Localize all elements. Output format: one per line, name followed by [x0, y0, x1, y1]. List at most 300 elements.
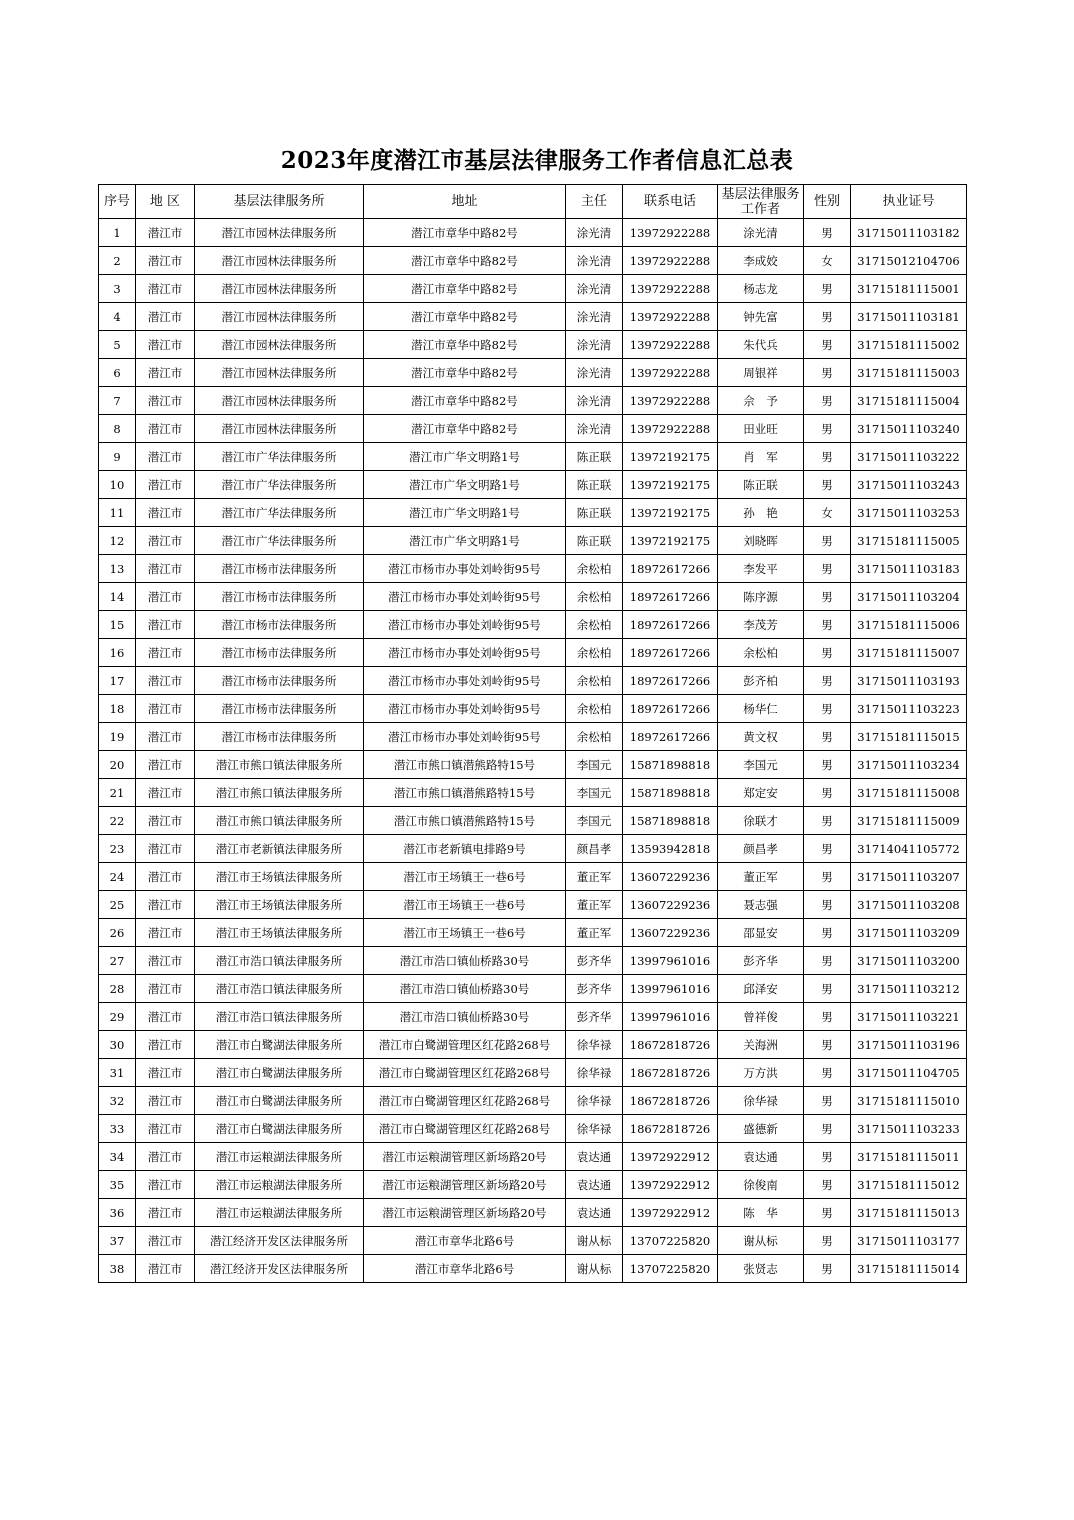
- cell-phone: 13972922912: [623, 1199, 718, 1227]
- cell-address: 潜江市章华中路82号: [364, 331, 566, 359]
- cell-firm: 潜江市杨市法律服务所: [195, 695, 364, 723]
- cell-license: 31715011104705: [851, 1059, 967, 1087]
- cell-license: 31715181115002: [851, 331, 967, 359]
- cell-firm: 潜江市浩口镇法律服务所: [195, 1003, 364, 1031]
- cell-address: 潜江市杨市办事处刘岭街95号: [364, 667, 566, 695]
- cell-firm: 潜江市浩口镇法律服务所: [195, 975, 364, 1003]
- cell-gender: 男: [804, 835, 851, 863]
- table-row: [99, 275, 967, 303]
- cell-license: 31715011103204: [851, 583, 967, 611]
- cell-index: 15: [99, 611, 136, 639]
- cell-license: 31715011103183: [851, 555, 967, 583]
- cell-firm: 潜江市园林法律服务所: [195, 247, 364, 275]
- cell-director: 涂光清: [566, 275, 623, 303]
- cell-worker: 杨华仁: [718, 695, 804, 723]
- cell-director: 李国元: [566, 779, 623, 807]
- cell-gender: 男: [804, 1031, 851, 1059]
- cell-address: 潜江市王场镇王一巷6号: [364, 891, 566, 919]
- cell-gender: 男: [804, 1199, 851, 1227]
- cell-region: 潜江市: [136, 275, 195, 303]
- cell-license: 31715011103253: [851, 499, 967, 527]
- cell-worker: 彭齐华: [718, 947, 804, 975]
- cell-gender: 男: [804, 1171, 851, 1199]
- cell-firm: 潜江市杨市法律服务所: [195, 583, 364, 611]
- cell-index: 38: [99, 1255, 136, 1283]
- table-row: [99, 247, 967, 275]
- cell-address: 潜江市广华文明路1号: [364, 443, 566, 471]
- cell-director: 袁达通: [566, 1143, 623, 1171]
- cell-address: 潜江市浩口镇仙桥路30号: [364, 975, 566, 1003]
- cell-phone: 13972922288: [623, 303, 718, 331]
- cell-worker: 董正军: [718, 863, 804, 891]
- cell-firm: 潜江市王场镇法律服务所: [195, 863, 364, 891]
- cell-phone: 13972922912: [623, 1171, 718, 1199]
- header-index: 序号: [99, 185, 136, 219]
- cell-region: 潜江市: [136, 667, 195, 695]
- cell-director: 谢从标: [566, 1255, 623, 1283]
- cell-license: 31715012104706: [851, 247, 967, 275]
- cell-phone: 18672818726: [623, 1031, 718, 1059]
- table-row: [99, 303, 967, 331]
- header-phone: 联系电话: [623, 185, 718, 219]
- cell-phone: 13972192175: [623, 471, 718, 499]
- cell-gender: 男: [804, 303, 851, 331]
- cell-license: 31715011103240: [851, 415, 967, 443]
- cell-firm: 潜江市园林法律服务所: [195, 331, 364, 359]
- cell-region: 潜江市: [136, 863, 195, 891]
- cell-index: 23: [99, 835, 136, 863]
- cell-address: 潜江市白鹭湖管理区红花路268号: [364, 1031, 566, 1059]
- cell-gender: 男: [804, 1227, 851, 1255]
- header-region: 地 区: [136, 185, 195, 219]
- cell-phone: 13607229236: [623, 863, 718, 891]
- table-row: [99, 1199, 967, 1227]
- cell-gender: 男: [804, 1087, 851, 1115]
- cell-gender: 男: [804, 275, 851, 303]
- cell-worker: 邵显安: [718, 919, 804, 947]
- cell-license: 31715011103177: [851, 1227, 967, 1255]
- cell-worker: 万方洪: [718, 1059, 804, 1087]
- cell-gender: 男: [804, 723, 851, 751]
- cell-firm: 潜江市广华法律服务所: [195, 527, 364, 555]
- header-license: 执业证号: [851, 185, 967, 219]
- cell-gender: 男: [804, 219, 851, 247]
- cell-address: 潜江市杨市办事处刘岭街95号: [364, 583, 566, 611]
- cell-director: 彭齐华: [566, 1003, 623, 1031]
- cell-firm: 潜江市园林法律服务所: [195, 359, 364, 387]
- cell-firm: 潜江市广华法律服务所: [195, 443, 364, 471]
- cell-gender: 男: [804, 415, 851, 443]
- cell-index: 3: [99, 275, 136, 303]
- cell-region: 潜江市: [136, 331, 195, 359]
- cell-region: 潜江市: [136, 919, 195, 947]
- cell-region: 潜江市: [136, 443, 195, 471]
- cell-firm: 潜江市白鹭湖法律服务所: [195, 1059, 364, 1087]
- cell-region: 潜江市: [136, 303, 195, 331]
- cell-firm: 潜江市园林法律服务所: [195, 219, 364, 247]
- cell-gender: 男: [804, 1143, 851, 1171]
- cell-address: 潜江市熊口镇潜熊路特15号: [364, 751, 566, 779]
- cell-director: 陈正联: [566, 527, 623, 555]
- cell-license: 31715011103233: [851, 1115, 967, 1143]
- cell-region: 潜江市: [136, 779, 195, 807]
- cell-license: 31715181115009: [851, 807, 967, 835]
- cell-phone: 15871898818: [623, 807, 718, 835]
- cell-worker: 陈 华: [718, 1199, 804, 1227]
- table-row: [99, 695, 967, 723]
- table-row: [99, 1087, 967, 1115]
- cell-director: 余松柏: [566, 555, 623, 583]
- cell-address: 潜江市运粮湖管理区新场路20号: [364, 1171, 566, 1199]
- cell-phone: 13972192175: [623, 443, 718, 471]
- cell-address: 潜江市章华中路82号: [364, 219, 566, 247]
- cell-phone: 13972192175: [623, 499, 718, 527]
- cell-firm: 潜江市园林法律服务所: [195, 303, 364, 331]
- cell-firm: 潜江市广华法律服务所: [195, 499, 364, 527]
- table-row: [99, 751, 967, 779]
- cell-license: 31714041105772: [851, 835, 967, 863]
- cell-region: 潜江市: [136, 975, 195, 1003]
- cell-region: 潜江市: [136, 1143, 195, 1171]
- table-row: [99, 779, 967, 807]
- cell-region: 潜江市: [136, 611, 195, 639]
- cell-region: 潜江市: [136, 695, 195, 723]
- cell-index: 20: [99, 751, 136, 779]
- cell-phone: 18672818726: [623, 1087, 718, 1115]
- table-row: [99, 1115, 967, 1143]
- cell-worker: 钟先富: [718, 303, 804, 331]
- cell-license: 31715181115006: [851, 611, 967, 639]
- cell-gender: 男: [804, 667, 851, 695]
- cell-firm: 潜江市运粮湖法律服务所: [195, 1171, 364, 1199]
- cell-gender: 女: [804, 499, 851, 527]
- cell-index: 2: [99, 247, 136, 275]
- table-row: [99, 807, 967, 835]
- cell-index: 21: [99, 779, 136, 807]
- cell-gender: 男: [804, 779, 851, 807]
- cell-index: 10: [99, 471, 136, 499]
- cell-phone: 13972922288: [623, 331, 718, 359]
- cell-license: 31715181115011: [851, 1143, 967, 1171]
- cell-worker: 佘 予: [718, 387, 804, 415]
- cell-worker: 盛德新: [718, 1115, 804, 1143]
- cell-index: 33: [99, 1115, 136, 1143]
- cell-worker: 徐联才: [718, 807, 804, 835]
- cell-director: 董正军: [566, 919, 623, 947]
- cell-address: 潜江市杨市办事处刘岭街95号: [364, 555, 566, 583]
- cell-firm: 潜江市老新镇法律服务所: [195, 835, 364, 863]
- cell-director: 涂光清: [566, 219, 623, 247]
- cell-index: 36: [99, 1199, 136, 1227]
- cell-region: 潜江市: [136, 583, 195, 611]
- cell-region: 潜江市: [136, 1059, 195, 1087]
- cell-phone: 15871898818: [623, 751, 718, 779]
- table-row: [99, 639, 967, 667]
- table-row: [99, 1059, 967, 1087]
- info-table: [98, 184, 967, 1283]
- table-row: [99, 667, 967, 695]
- cell-license: 31715181115008: [851, 779, 967, 807]
- table-row: [99, 499, 967, 527]
- cell-phone: 18672818726: [623, 1059, 718, 1087]
- cell-worker: 张贤志: [718, 1255, 804, 1283]
- cell-director: 涂光清: [566, 387, 623, 415]
- cell-phone: 13707225820: [623, 1255, 718, 1283]
- cell-index: 11: [99, 499, 136, 527]
- cell-region: 潜江市: [136, 639, 195, 667]
- cell-address: 潜江市章华中路82号: [364, 247, 566, 275]
- table-row: [99, 1171, 967, 1199]
- cell-worker: 刘晓晖: [718, 527, 804, 555]
- cell-firm: 潜江市园林法律服务所: [195, 387, 364, 415]
- cell-license: 31715011103223: [851, 695, 967, 723]
- cell-license: 31715011103212: [851, 975, 967, 1003]
- cell-worker: 徐华禄: [718, 1087, 804, 1115]
- cell-gender: 男: [804, 331, 851, 359]
- cell-firm: 潜江市杨市法律服务所: [195, 639, 364, 667]
- cell-firm: 潜江市王场镇法律服务所: [195, 919, 364, 947]
- cell-address: 潜江市运粮湖管理区新场路20号: [364, 1199, 566, 1227]
- cell-phone: 13607229236: [623, 891, 718, 919]
- header-row: [99, 185, 967, 219]
- cell-worker: 肖 军: [718, 443, 804, 471]
- cell-index: 26: [99, 919, 136, 947]
- cell-index: 19: [99, 723, 136, 751]
- cell-worker: 周银祥: [718, 359, 804, 387]
- cell-phone: 13997961016: [623, 975, 718, 1003]
- cell-region: 潜江市: [136, 1199, 195, 1227]
- cell-index: 37: [99, 1227, 136, 1255]
- cell-phone: 13607229236: [623, 919, 718, 947]
- cell-gender: 女: [804, 247, 851, 275]
- cell-firm: 潜江市杨市法律服务所: [195, 667, 364, 695]
- cell-license: 31715011103193: [851, 667, 967, 695]
- cell-license: 31715011103208: [851, 891, 967, 919]
- cell-gender: 男: [804, 891, 851, 919]
- cell-director: 董正军: [566, 891, 623, 919]
- cell-worker: 彭齐柏: [718, 667, 804, 695]
- table-row: [99, 891, 967, 919]
- cell-address: 潜江市章华北路6号: [364, 1255, 566, 1283]
- cell-address: 潜江市浩口镇仙桥路30号: [364, 1003, 566, 1031]
- cell-firm: 潜江市杨市法律服务所: [195, 611, 364, 639]
- cell-worker: 聂志强: [718, 891, 804, 919]
- cell-director: 余松柏: [566, 611, 623, 639]
- cell-worker: 李国元: [718, 751, 804, 779]
- cell-worker: 颜昌孝: [718, 835, 804, 863]
- cell-region: 潜江市: [136, 751, 195, 779]
- cell-region: 潜江市: [136, 1087, 195, 1115]
- cell-index: 24: [99, 863, 136, 891]
- cell-gender: 男: [804, 751, 851, 779]
- cell-phone: 13972922288: [623, 219, 718, 247]
- cell-director: 董正军: [566, 863, 623, 891]
- cell-director: 涂光清: [566, 247, 623, 275]
- cell-worker: 田业旺: [718, 415, 804, 443]
- cell-director: 余松柏: [566, 723, 623, 751]
- table-row: [99, 919, 967, 947]
- cell-director: 袁达通: [566, 1199, 623, 1227]
- cell-firm: 潜江市白鹭湖法律服务所: [195, 1115, 364, 1143]
- cell-address: 潜江市王场镇王一巷6号: [364, 919, 566, 947]
- cell-license: 31715011103200: [851, 947, 967, 975]
- table-row: [99, 1255, 967, 1283]
- cell-gender: 男: [804, 527, 851, 555]
- cell-director: 余松柏: [566, 639, 623, 667]
- cell-index: 14: [99, 583, 136, 611]
- cell-director: 李国元: [566, 751, 623, 779]
- cell-index: 1: [99, 219, 136, 247]
- cell-license: 31715181115012: [851, 1171, 967, 1199]
- cell-region: 潜江市: [136, 499, 195, 527]
- cell-region: 潜江市: [136, 359, 195, 387]
- cell-worker: 涂光清: [718, 219, 804, 247]
- cell-phone: 13972922288: [623, 415, 718, 443]
- cell-worker: 孙 艳: [718, 499, 804, 527]
- cell-license: 31715181115015: [851, 723, 967, 751]
- cell-address: 潜江市广华文明路1号: [364, 527, 566, 555]
- cell-director: 徐华禄: [566, 1031, 623, 1059]
- cell-address: 潜江市浩口镇仙桥路30号: [364, 947, 566, 975]
- cell-firm: 潜江市白鹭湖法律服务所: [195, 1087, 364, 1115]
- cell-index: 18: [99, 695, 136, 723]
- cell-license: 31715181115005: [851, 527, 967, 555]
- table-row: [99, 443, 967, 471]
- cell-license: 31715011103181: [851, 303, 967, 331]
- cell-license: 31715181115014: [851, 1255, 967, 1283]
- cell-index: 29: [99, 1003, 136, 1031]
- cell-director: 余松柏: [566, 583, 623, 611]
- cell-firm: 潜江市园林法律服务所: [195, 415, 364, 443]
- cell-region: 潜江市: [136, 471, 195, 499]
- cell-director: 徐华禄: [566, 1059, 623, 1087]
- table-row: [99, 723, 967, 751]
- cell-address: 潜江市章华中路82号: [364, 387, 566, 415]
- cell-region: 潜江市: [136, 387, 195, 415]
- cell-firm: 潜江经济开发区法律服务所: [195, 1227, 364, 1255]
- cell-firm: 潜江市熊口镇法律服务所: [195, 807, 364, 835]
- table-row: [99, 527, 967, 555]
- header-gender: 性别: [804, 185, 851, 219]
- cell-phone: 18972617266: [623, 611, 718, 639]
- cell-region: 潜江市: [136, 219, 195, 247]
- table-row: [99, 219, 967, 247]
- cell-index: 5: [99, 331, 136, 359]
- cell-worker: 李成姣: [718, 247, 804, 275]
- cell-gender: 男: [804, 807, 851, 835]
- cell-index: 9: [99, 443, 136, 471]
- cell-firm: 潜江市园林法律服务所: [195, 275, 364, 303]
- cell-gender: 男: [804, 359, 851, 387]
- cell-address: 潜江市杨市办事处刘岭街95号: [364, 611, 566, 639]
- cell-address: 潜江市杨市办事处刘岭街95号: [364, 695, 566, 723]
- cell-worker: 朱代兵: [718, 331, 804, 359]
- cell-worker: 袁达通: [718, 1143, 804, 1171]
- table-row: [99, 1227, 967, 1255]
- cell-region: 潜江市: [136, 1171, 195, 1199]
- cell-firm: 潜江市运粮湖法律服务所: [195, 1199, 364, 1227]
- cell-worker: 郑定安: [718, 779, 804, 807]
- cell-region: 潜江市: [136, 947, 195, 975]
- cell-worker: 关海洲: [718, 1031, 804, 1059]
- cell-gender: 男: [804, 919, 851, 947]
- cell-index: 8: [99, 415, 136, 443]
- cell-address: 潜江市章华中路82号: [364, 359, 566, 387]
- cell-phone: 13972922288: [623, 275, 718, 303]
- cell-director: 陈正联: [566, 499, 623, 527]
- cell-license: 31715011103196: [851, 1031, 967, 1059]
- table-row: [99, 387, 967, 415]
- cell-gender: 男: [804, 471, 851, 499]
- cell-phone: 13972922288: [623, 247, 718, 275]
- cell-firm: 潜江市熊口镇法律服务所: [195, 779, 364, 807]
- cell-phone: 13972922912: [623, 1143, 718, 1171]
- cell-address: 潜江市章华北路6号: [364, 1227, 566, 1255]
- cell-license: 31715181115001: [851, 275, 967, 303]
- table-row: [99, 583, 967, 611]
- cell-index: 6: [99, 359, 136, 387]
- cell-license: 31715181115007: [851, 639, 967, 667]
- cell-license: 31715011103209: [851, 919, 967, 947]
- cell-gender: 男: [804, 1003, 851, 1031]
- table-row: [99, 611, 967, 639]
- table-row: [99, 1031, 967, 1059]
- cell-director: 颜昌孝: [566, 835, 623, 863]
- cell-worker: 徐俊南: [718, 1171, 804, 1199]
- cell-license: 31715011103207: [851, 863, 967, 891]
- table-body: [99, 219, 967, 1283]
- cell-index: 30: [99, 1031, 136, 1059]
- cell-director: 彭齐华: [566, 975, 623, 1003]
- cell-director: 谢从标: [566, 1227, 623, 1255]
- cell-gender: 男: [804, 947, 851, 975]
- cell-region: 潜江市: [136, 807, 195, 835]
- cell-worker: 曾祥俊: [718, 1003, 804, 1031]
- cell-director: 陈正联: [566, 471, 623, 499]
- cell-gender: 男: [804, 1059, 851, 1087]
- cell-index: 35: [99, 1171, 136, 1199]
- cell-index: 27: [99, 947, 136, 975]
- cell-director: 涂光清: [566, 303, 623, 331]
- cell-address: 潜江市熊口镇潜熊路特15号: [364, 807, 566, 835]
- cell-director: 徐华禄: [566, 1087, 623, 1115]
- cell-director: 涂光清: [566, 415, 623, 443]
- cell-index: 32: [99, 1087, 136, 1115]
- cell-address: 潜江市白鹭湖管理区红花路268号: [364, 1087, 566, 1115]
- cell-index: 31: [99, 1059, 136, 1087]
- cell-phone: 18972617266: [623, 723, 718, 751]
- cell-address: 潜江市章华中路82号: [364, 275, 566, 303]
- cell-worker: 黄文权: [718, 723, 804, 751]
- cell-index: 28: [99, 975, 136, 1003]
- cell-index: 16: [99, 639, 136, 667]
- table-row: [99, 863, 967, 891]
- cell-index: 7: [99, 387, 136, 415]
- cell-address: 潜江市杨市办事处刘岭街95号: [364, 639, 566, 667]
- cell-phone: 13593942818: [623, 835, 718, 863]
- cell-firm: 潜江市杨市法律服务所: [195, 723, 364, 751]
- table-row: [99, 555, 967, 583]
- cell-index: 13: [99, 555, 136, 583]
- cell-region: 潜江市: [136, 247, 195, 275]
- cell-license: 31715181115013: [851, 1199, 967, 1227]
- cell-gender: 男: [804, 695, 851, 723]
- cell-index: 22: [99, 807, 136, 835]
- cell-region: 潜江市: [136, 527, 195, 555]
- cell-phone: 13972192175: [623, 527, 718, 555]
- cell-worker: 杨志龙: [718, 275, 804, 303]
- cell-gender: 男: [804, 1255, 851, 1283]
